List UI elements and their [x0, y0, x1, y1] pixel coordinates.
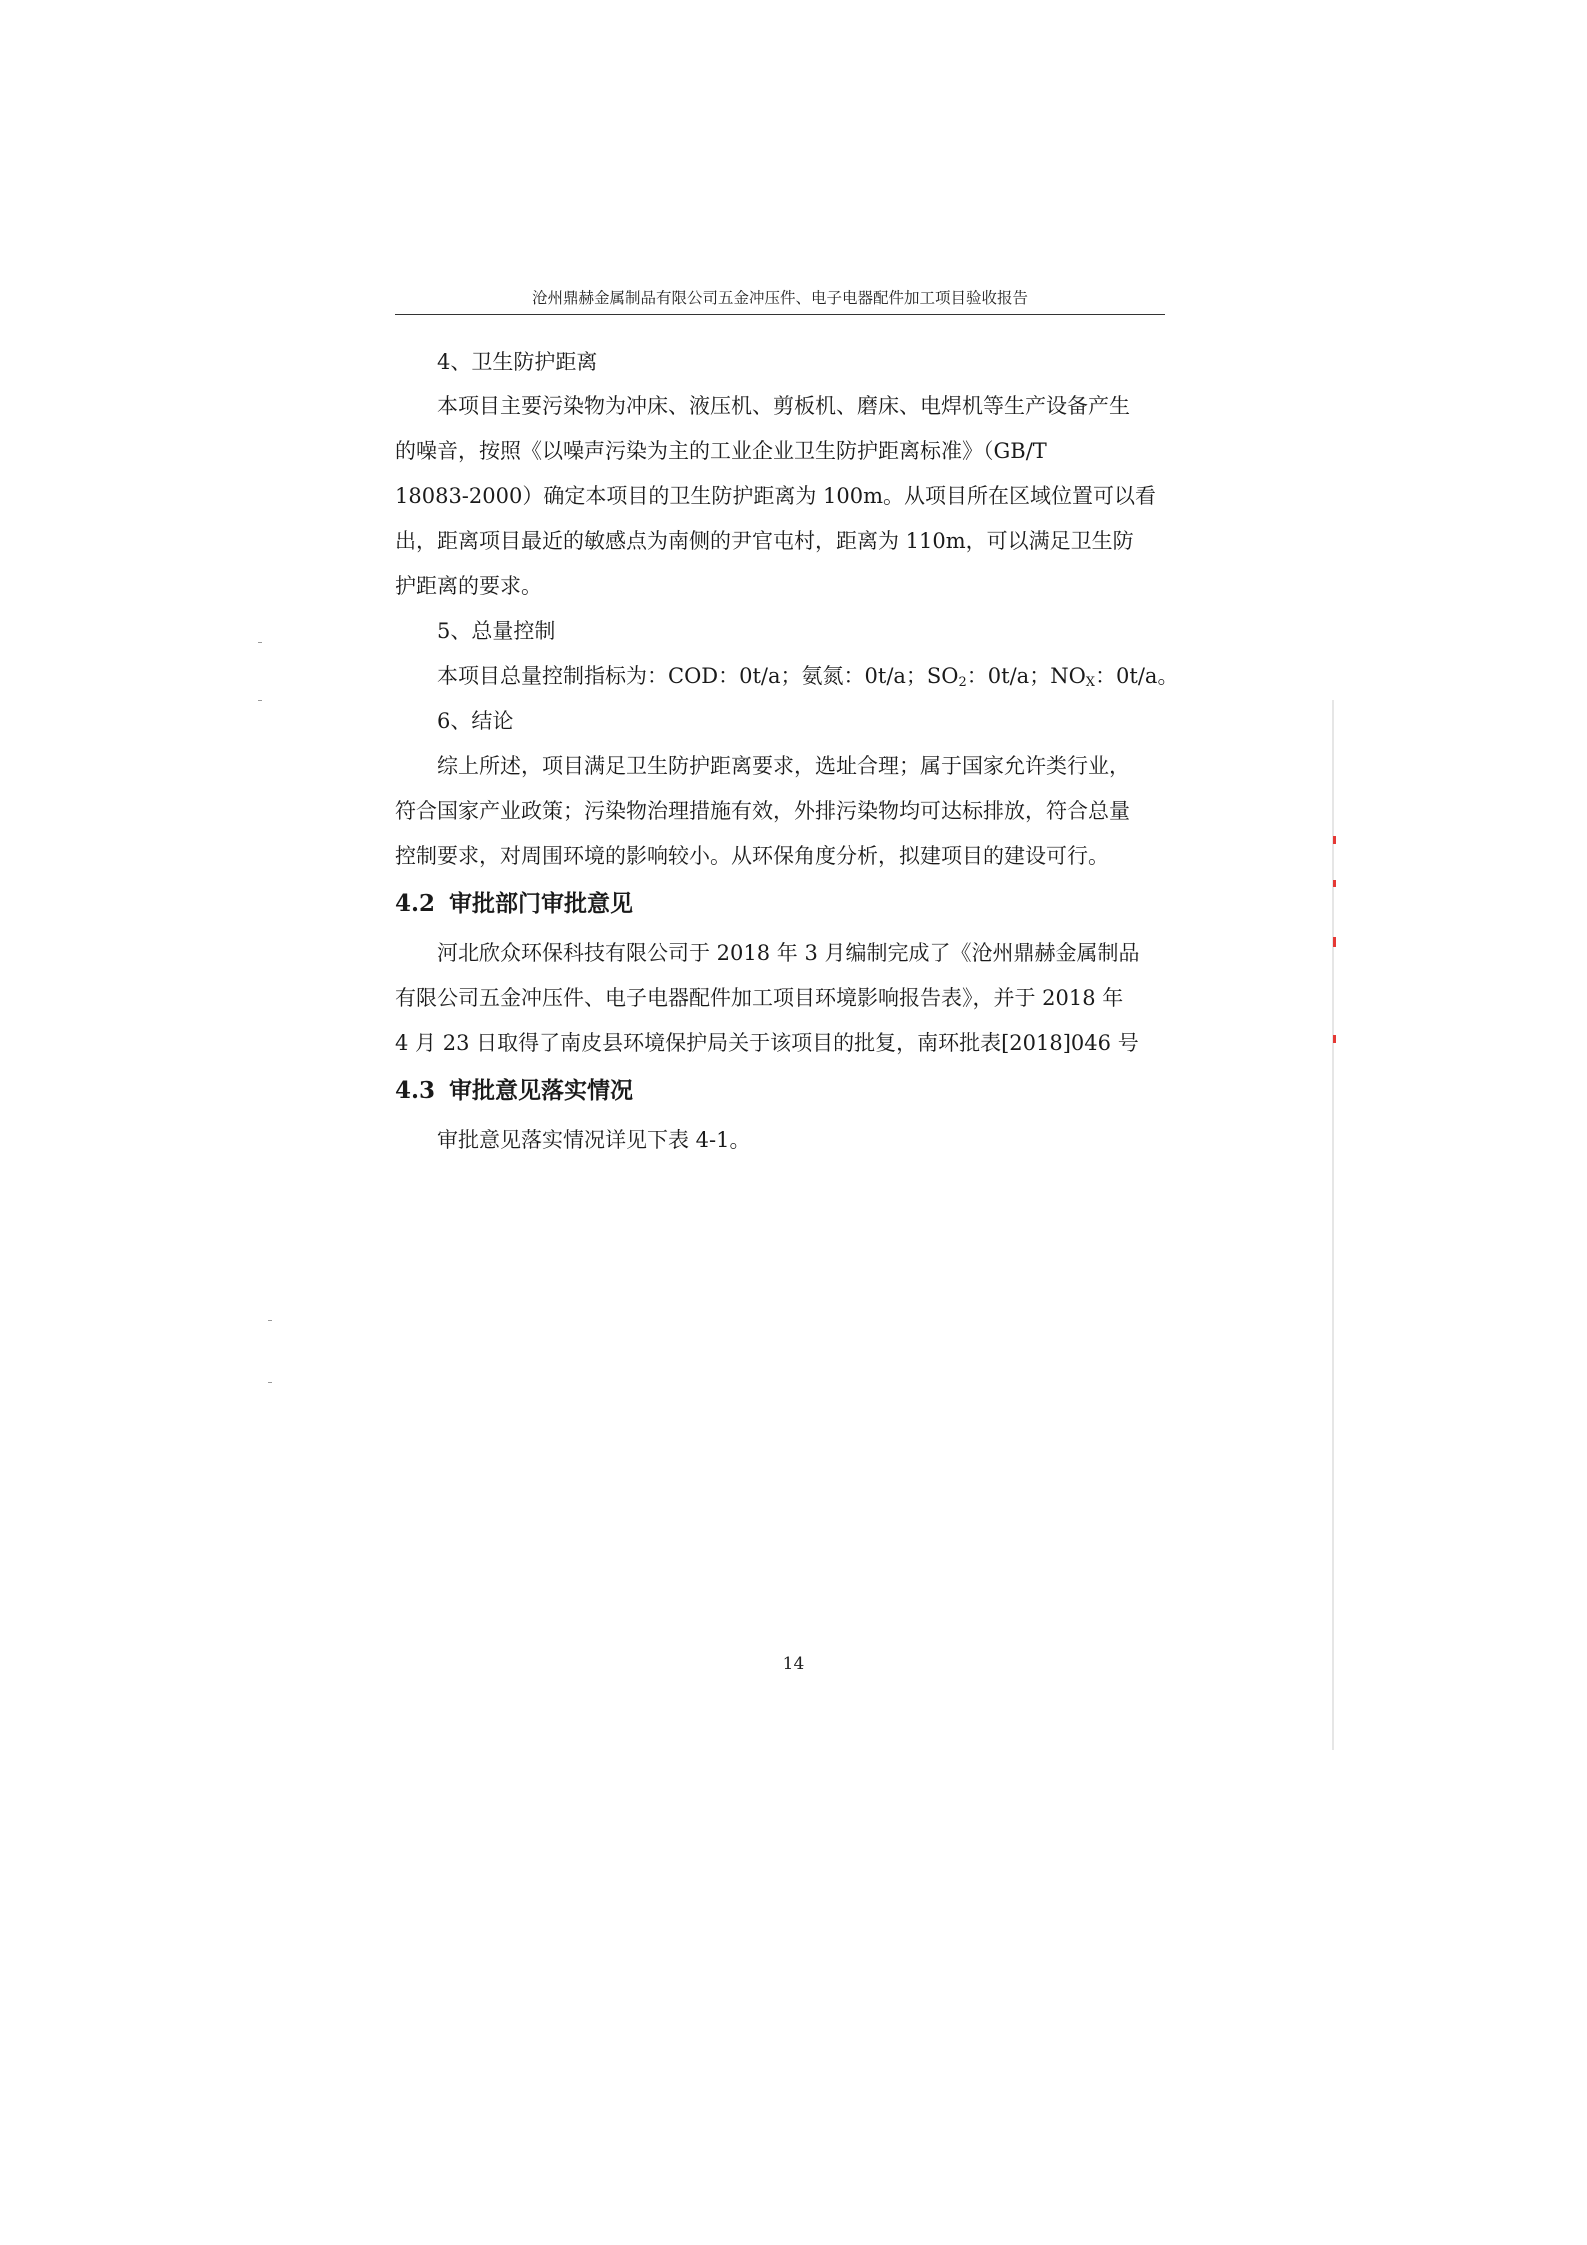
- heading-4-2-number: 4.2: [395, 890, 436, 917]
- heading-4-2: [395, 889, 1167, 919]
- scan-mark-red: [1333, 1035, 1336, 1043]
- nox-subscript: X: [1085, 675, 1096, 690]
- header-title: 沧州鼎赫金属制品有限公司五金冲压件、电子电器配件加工项目验收报告: [531, 289, 1028, 307]
- total-control-text-b: ：0t/a；NO: [966, 664, 1086, 688]
- so2-subscript: 2: [958, 675, 967, 690]
- section-6-paragraph-line-2: 符合国家产业政策；污染物治理措施有效，外排污染物均可达标排放，符合总量: [395, 799, 1130, 823]
- section-4-title: 4、卫生防护距离: [437, 350, 598, 374]
- section-5-paragraph: [395, 661, 1209, 698]
- total-control-text-c: ：0t/a。: [1095, 664, 1179, 688]
- scan-edge-line: [1332, 700, 1334, 1750]
- section-4-paragraph-line-5: 护距离的要求。: [395, 574, 542, 598]
- section-4-2-paragraph-line-2: 有限公司五金冲压件、电子电器配件加工项目环境影响报告表》，并于 2018 年: [395, 986, 1124, 1010]
- scan-speck: [258, 700, 262, 701]
- section-6-paragraph-line-3: 控制要求，对周围环境的影响较小。从环保角度分析，拟建项目的建设可行。: [395, 844, 1109, 868]
- heading-4-3-number: 4.3: [395, 1077, 436, 1104]
- scan-mark-red: [1333, 836, 1336, 844]
- section-4-paragraph-line-3: 18083-2000）确定本项目的卫生防护距离为 100m。从项目所在区域位置可以看: [395, 484, 1157, 508]
- scan-speck: [258, 642, 262, 643]
- heading-4-2-text: 审批部门审批意见: [449, 890, 634, 917]
- section-6-paragraph-line-1: 综上所述，项目满足卫生防护距离要求，选址合理；属于国家允许类行业，: [437, 754, 1130, 778]
- scan-mark-red: [1333, 937, 1336, 947]
- section-4-paragraph-line-1: 本项目主要污染物为冲床、液压机、剪板机、磨床、电焊机等生产设备产生: [437, 394, 1130, 418]
- page-number: 14: [782, 1654, 805, 1674]
- scan-mark-red: [1333, 880, 1336, 887]
- heading-4-3: [395, 1076, 1167, 1106]
- section-4-2-paragraph-line-1: 河北欣众环保科技有限公司于 2018 年 3 月编制完成了《沧州鼎赫金属制品: [437, 941, 1140, 965]
- scan-speck: [268, 1382, 272, 1383]
- total-control-text-a: 本项目总量控制指标为：COD：0t/a；氨氮：0t/a；SO: [437, 664, 959, 688]
- page-header: [395, 284, 1165, 315]
- section-4-2-paragraph-line-3: 4 月 23 日取得了南皮县环境保护局关于该项目的批复，南环批表[2018]046 号: [395, 1031, 1139, 1055]
- scan-speck: [268, 1320, 272, 1321]
- section-6-title: 6、结论: [437, 709, 514, 733]
- section-5-title: 5、总量控制: [437, 619, 556, 643]
- section-4-3-paragraph: 审批意见落实情况详见下表 4-1。: [437, 1128, 751, 1152]
- section-4-paragraph-line-2: 的噪音，按照《以噪声污染为主的工业企业卫生防护距离标准》（GB/T: [395, 439, 1047, 463]
- heading-4-3-text: 审批意见落实情况: [449, 1077, 634, 1104]
- section-4-paragraph-line-4: 出，距离项目最近的敏感点为南侧的尹官屯村，距离为 110m，可以满足卫生防: [395, 529, 1134, 553]
